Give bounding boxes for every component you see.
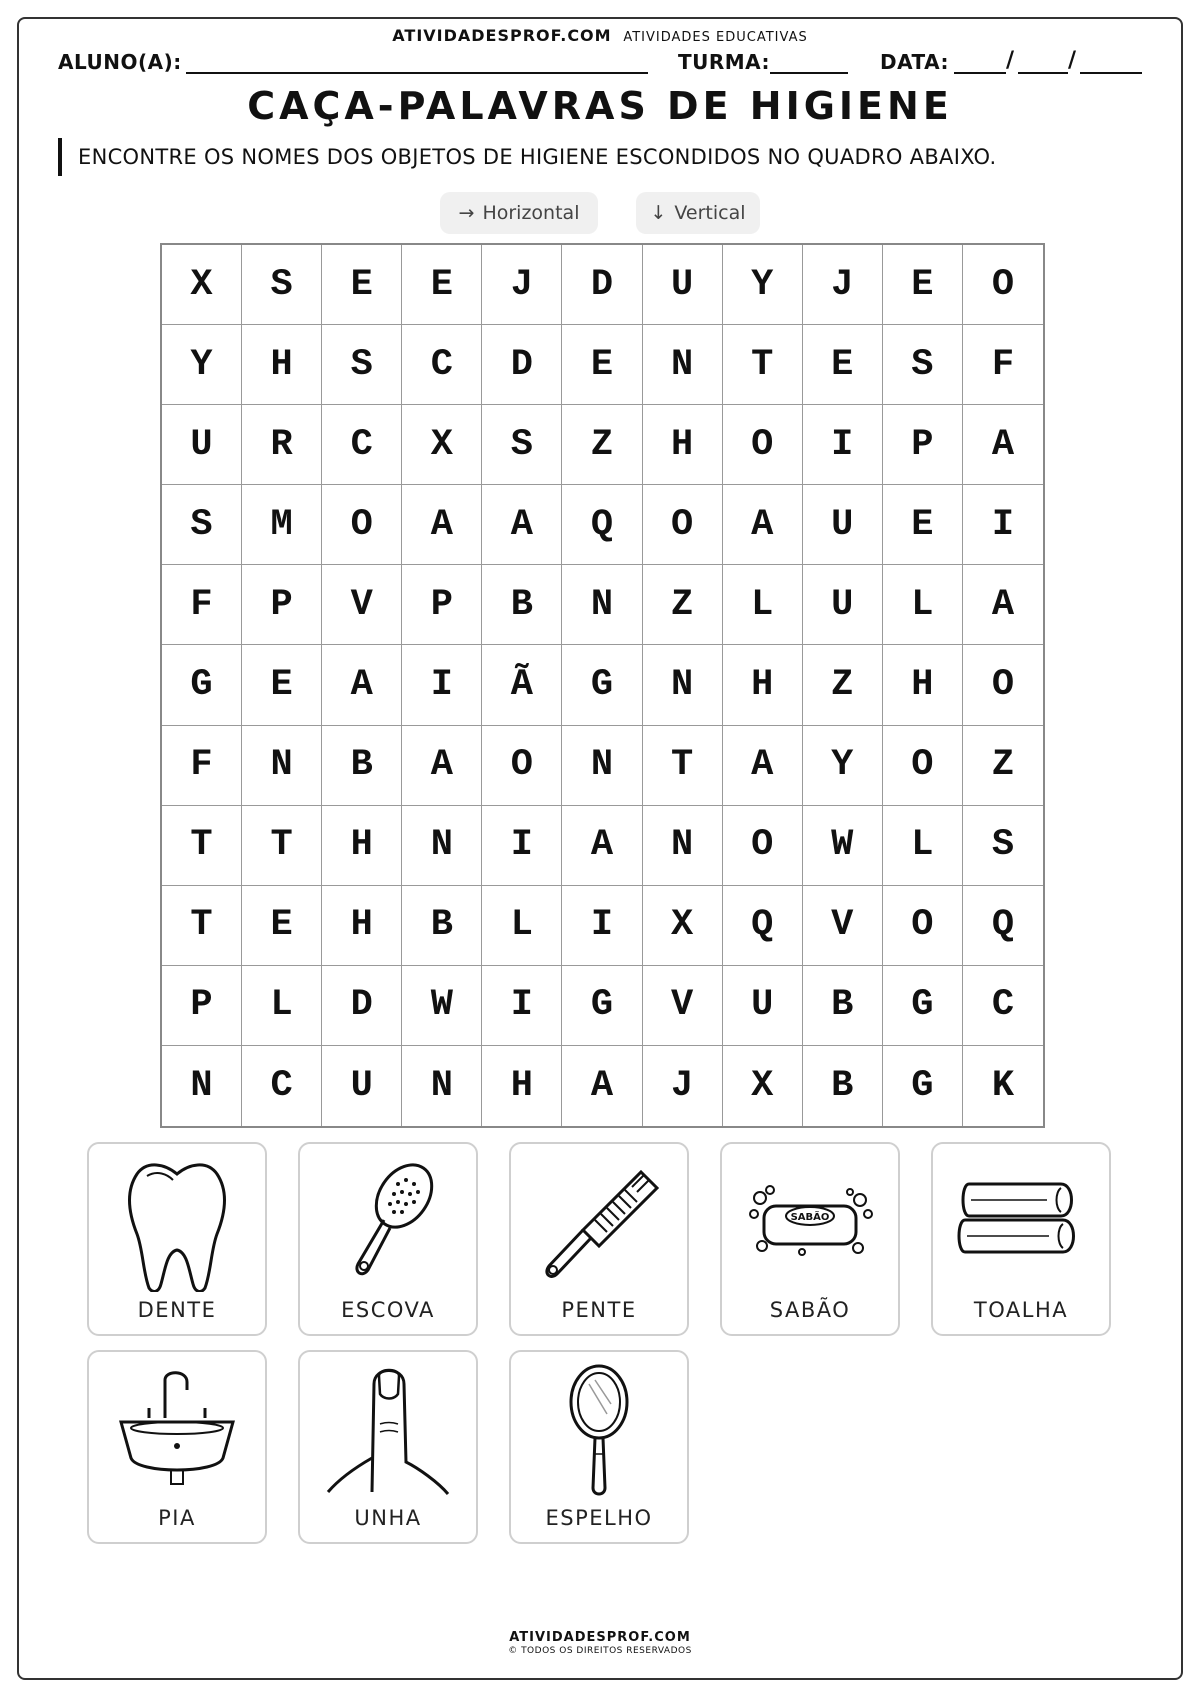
grid-cell[interactable]: A xyxy=(402,485,482,565)
grid-cell[interactable]: E xyxy=(242,886,322,966)
grid-cell[interactable]: B xyxy=(322,726,402,806)
legend-vertical-label: Vertical xyxy=(674,202,746,224)
grid-cell[interactable]: N xyxy=(643,645,723,725)
grid-cell[interactable]: I xyxy=(482,806,562,886)
grid-cell[interactable]: U xyxy=(643,245,723,325)
grid-cell[interactable]: Y xyxy=(162,325,242,405)
grid-cell[interactable]: E xyxy=(883,485,963,565)
grid-cell[interactable]: B xyxy=(482,565,562,645)
grid-cell[interactable]: C xyxy=(963,966,1043,1046)
page-title: CAÇA-PALAVRAS DE HIGIENE xyxy=(247,84,953,128)
grid-cell[interactable]: U xyxy=(803,485,883,565)
grid-cell[interactable]: H xyxy=(322,886,402,966)
grid-cell[interactable]: O xyxy=(482,726,562,806)
grid-cell[interactable]: L xyxy=(883,806,963,886)
grid-cell[interactable]: T xyxy=(162,806,242,886)
grid-cell[interactable]: Y xyxy=(723,245,803,325)
arrow-down-icon: ↓ xyxy=(650,202,667,224)
grid-cell[interactable]: V xyxy=(322,565,402,645)
direction-legend xyxy=(0,192,1200,234)
grid-cell[interactable]: Q xyxy=(723,886,803,966)
grid-cell[interactable]: N xyxy=(562,565,642,645)
date-month-line[interactable] xyxy=(1018,72,1068,74)
grid-cell[interactable]: Z xyxy=(562,405,642,485)
grid-cell[interactable]: G xyxy=(883,966,963,1046)
grid-cell[interactable]: G xyxy=(162,645,242,725)
grid-cell[interactable]: A xyxy=(482,485,562,565)
grid-cell[interactable]: N xyxy=(162,1046,242,1126)
site-header xyxy=(0,26,1200,45)
class-line[interactable] xyxy=(770,72,848,74)
grid-cell[interactable]: S xyxy=(242,245,322,325)
grid-cell[interactable]: Z xyxy=(803,645,883,725)
grid-cell[interactable]: Q xyxy=(963,886,1043,966)
grid-cell[interactable]: P xyxy=(883,405,963,485)
date-year-line[interactable] xyxy=(1080,72,1142,74)
sink-icon xyxy=(107,1362,247,1500)
grid-cell[interactable]: E xyxy=(883,245,963,325)
grid-cell[interactable]: A xyxy=(562,1046,642,1126)
grid-cell[interactable]: O xyxy=(643,485,723,565)
grid-cell[interactable]: H xyxy=(322,806,402,886)
grid-cell[interactable]: X xyxy=(643,886,723,966)
word-card-unha xyxy=(298,1350,478,1544)
grid-cell[interactable]: J xyxy=(643,1046,723,1126)
date-separator: / xyxy=(1006,48,1015,73)
tooth-icon xyxy=(107,1154,247,1292)
footer-site: ATIVIDADESPROF.COM xyxy=(509,1630,691,1645)
grid-cell[interactable]: Q xyxy=(562,485,642,565)
grid-cell[interactable]: J xyxy=(482,245,562,325)
grid-cell[interactable]: S xyxy=(963,806,1043,886)
word-card-escova xyxy=(298,1142,478,1336)
grid-cell[interactable]: I xyxy=(803,405,883,485)
grid-cell[interactable]: A xyxy=(723,485,803,565)
grid-cell[interactable]: D xyxy=(562,245,642,325)
date-label: DATA: xyxy=(880,50,949,74)
grid-cell[interactable]: U xyxy=(723,966,803,1046)
grid-cell[interactable]: I xyxy=(963,485,1043,565)
grid-cell[interactable]: S xyxy=(883,325,963,405)
grid-cell[interactable]: E xyxy=(803,325,883,405)
grid-cell[interactable]: O xyxy=(723,806,803,886)
grid-cell[interactable]: E xyxy=(402,245,482,325)
grid-cell[interactable]: O xyxy=(963,245,1043,325)
grid-cell[interactable]: T xyxy=(723,325,803,405)
word-label: DENTE xyxy=(137,1298,217,1322)
grid-cell[interactable]: V xyxy=(643,966,723,1046)
grid-cell[interactable]: H xyxy=(723,645,803,725)
grid-cell[interactable]: Z xyxy=(963,726,1043,806)
grid-cell[interactable]: E xyxy=(562,325,642,405)
grid-cell[interactable]: C xyxy=(242,1046,322,1126)
grid-cell[interactable]: X xyxy=(162,245,242,325)
grid-cell[interactable]: P xyxy=(402,565,482,645)
word-label: UNHA xyxy=(354,1506,422,1530)
grid-cell[interactable]: N xyxy=(242,726,322,806)
grid-cell[interactable]: N xyxy=(643,325,723,405)
grid-cell[interactable]: N xyxy=(402,806,482,886)
legend-horizontal-label: Horizontal xyxy=(482,202,580,224)
grid-cell[interactable]: G xyxy=(562,966,642,1046)
grid-cell[interactable]: L xyxy=(482,886,562,966)
grid-cell[interactable]: O xyxy=(322,485,402,565)
word-search-grid xyxy=(160,243,1045,1128)
grid-cell[interactable]: Ã xyxy=(482,645,562,725)
word-card-espelho xyxy=(509,1350,689,1544)
grid-cell[interactable]: B xyxy=(402,886,482,966)
grid-cell[interactable]: M xyxy=(242,485,322,565)
grid-cell[interactable]: X xyxy=(723,1046,803,1126)
grid-cell[interactable]: N xyxy=(562,726,642,806)
grid-cell[interactable]: T xyxy=(162,886,242,966)
soap-bar-text: SABÃO xyxy=(790,1212,830,1223)
site-name: ATIVIDADESPROF.COM xyxy=(392,26,612,45)
grid-cell[interactable]: N xyxy=(402,1046,482,1126)
grid-cell[interactable]: T xyxy=(242,806,322,886)
grid-cell[interactable]: A xyxy=(963,565,1043,645)
word-label: ESPELHO xyxy=(545,1506,653,1530)
student-label: ALUNO(A): xyxy=(58,50,182,74)
grid-cell[interactable]: C xyxy=(322,405,402,485)
grid-cell[interactable]: Y xyxy=(803,726,883,806)
legend-vertical xyxy=(636,192,760,234)
grid-cell[interactable]: F xyxy=(162,565,242,645)
grid-cell[interactable]: H xyxy=(482,1046,562,1126)
grid-cell[interactable]: O xyxy=(883,726,963,806)
word-label: TOALHA xyxy=(973,1298,1069,1322)
soap-icon xyxy=(740,1154,880,1292)
grid-cell[interactable]: O xyxy=(883,886,963,966)
word-label: ESCOVA xyxy=(341,1298,435,1322)
grid-cell[interactable]: Z xyxy=(643,565,723,645)
grid-cell[interactable]: L xyxy=(723,565,803,645)
legend-horizontal xyxy=(440,192,598,234)
fingernail-icon xyxy=(318,1362,458,1500)
site-tagline: ATIVIDADES EDUCATIVAS xyxy=(623,30,808,45)
grid-cell[interactable]: N xyxy=(643,806,723,886)
grid-cell[interactable]: P xyxy=(162,966,242,1046)
grid-cell[interactable]: H xyxy=(242,325,322,405)
student-name-line[interactable] xyxy=(186,72,648,74)
grid-cell[interactable]: A xyxy=(402,726,482,806)
grid-cell[interactable]: G xyxy=(562,645,642,725)
grid-cell[interactable]: O xyxy=(723,405,803,485)
grid-cell[interactable]: C xyxy=(402,325,482,405)
towel-icon xyxy=(951,1154,1091,1292)
grid-cell[interactable]: P xyxy=(242,565,322,645)
word-card-dente xyxy=(87,1142,267,1336)
grid-cell[interactable]: I xyxy=(482,966,562,1046)
date-separator: / xyxy=(1068,48,1077,73)
hairbrush-icon xyxy=(318,1154,458,1292)
grid-cell[interactable]: V xyxy=(803,886,883,966)
grid-cell[interactable]: U xyxy=(322,1046,402,1126)
grid-cell[interactable]: I xyxy=(402,645,482,725)
word-label: PIA xyxy=(158,1506,196,1530)
grid-cell[interactable]: D xyxy=(322,966,402,1046)
hand-mirror-icon xyxy=(529,1362,669,1500)
page-footer xyxy=(0,1630,1200,1656)
grid-cell[interactable]: S xyxy=(162,485,242,565)
grid-cell[interactable]: W xyxy=(402,966,482,1046)
grid-cell[interactable]: E xyxy=(242,645,322,725)
grid-cell[interactable]: B xyxy=(803,1046,883,1126)
footer-rights: © TODOS OS DIREITOS RESERVADOS xyxy=(508,1646,692,1656)
grid-cell[interactable]: B xyxy=(803,966,883,1046)
arrow-right-icon: → xyxy=(458,202,475,224)
grid-cell[interactable]: E xyxy=(322,245,402,325)
grid-cell[interactable]: G xyxy=(883,1046,963,1126)
grid-cell[interactable]: F xyxy=(963,325,1043,405)
date-day-line[interactable] xyxy=(954,72,1006,74)
grid-cell[interactable]: S xyxy=(322,325,402,405)
grid-cell[interactable]: A xyxy=(322,645,402,725)
grid-cell[interactable]: L xyxy=(883,565,963,645)
grid-cell[interactable]: A xyxy=(562,806,642,886)
grid-cell[interactable]: F xyxy=(162,726,242,806)
grid-cell[interactable]: A xyxy=(963,405,1043,485)
grid-cell[interactable]: A xyxy=(723,726,803,806)
grid-cell[interactable]: D xyxy=(482,325,562,405)
grid-cell[interactable]: U xyxy=(162,405,242,485)
grid-cell[interactable]: H xyxy=(883,645,963,725)
grid-cell[interactable]: I xyxy=(562,886,642,966)
grid-cell[interactable]: K xyxy=(991,1064,1015,1107)
class-label: TURMA: xyxy=(678,50,771,74)
grid-cell[interactable]: R xyxy=(242,405,322,485)
grid-cell[interactable]: J xyxy=(803,245,883,325)
grid-cell[interactable]: W xyxy=(803,806,883,886)
grid-cell[interactable]: L xyxy=(242,966,322,1046)
grid-cell[interactable]: X xyxy=(402,405,482,485)
grid-cell[interactable]: H xyxy=(643,405,723,485)
grid-cell[interactable]: T xyxy=(643,726,723,806)
grid-cell[interactable]: O xyxy=(963,645,1043,725)
word-card-pente xyxy=(509,1142,689,1336)
grid-cell[interactable]: S xyxy=(482,405,562,485)
word-card-sabao xyxy=(720,1142,900,1336)
word-card-pia xyxy=(87,1350,267,1544)
word-label: PENTE xyxy=(561,1298,637,1322)
instruction-text: ENCONTRE OS NOMES DOS OBJETOS DE HIGIENE ESCONDIDOS NO QUADRO ABAIXO. xyxy=(58,138,997,176)
grid-cell[interactable]: U xyxy=(803,565,883,645)
student-info-fields xyxy=(58,50,1148,80)
comb-icon xyxy=(529,1154,669,1292)
word-card-toalha xyxy=(931,1142,1111,1336)
word-label: SABÃO xyxy=(769,1298,851,1322)
